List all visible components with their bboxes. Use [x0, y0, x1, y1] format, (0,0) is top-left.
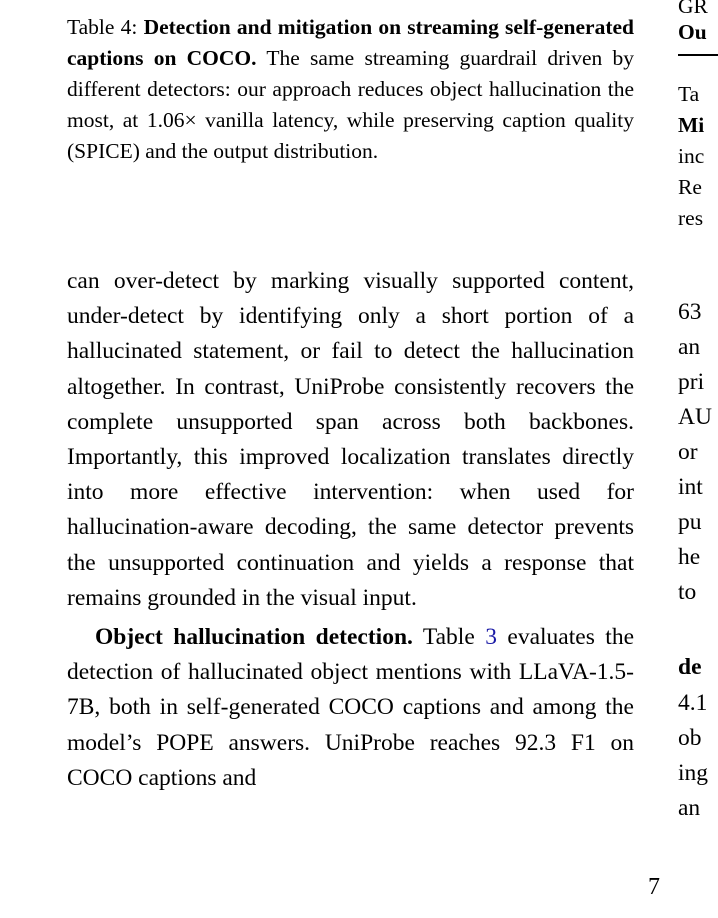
right-fragment-line: pri — [678, 369, 705, 395]
paragraph-2 — [67, 620, 634, 796]
right-fragment-line: inc — [678, 144, 705, 168]
right-fragment-line: to — [678, 579, 697, 605]
right-fragment-line: 63 — [678, 299, 702, 325]
paragraph-2-post: evaluates the detection of hallucinated object mentions with LLaVA-1.5-7B, both in self-generated COCO captions and among the model’s POPE answers. UniProbe reaches 92.3 F1 on COCO captions and — [67, 624, 634, 791]
right-fragment-line: ing — [678, 760, 709, 786]
right-fragment-line: an — [678, 334, 701, 360]
right-fragment-line: GR — [678, 0, 708, 18]
body-text — [67, 264, 634, 796]
right-fragment-line: Mi — [678, 113, 705, 137]
right-fragment-line: Ta — [678, 82, 700, 106]
right-fragment-line: ob — [678, 725, 702, 751]
right-fragment-line: AU — [678, 404, 712, 430]
right-fragment-line: an — [678, 795, 701, 821]
caption-bold-title: Detection and mitigation on streaming self-generated captions on COCO. — [67, 15, 634, 70]
caption-text: The same streaming guardrail driven by different detectors: our approach reduces object hallucination the most, at 1.06× vanilla latency, while preserving caption quality (SPICE) and the output distribution. — [67, 46, 634, 163]
right-fragment-line: he — [678, 544, 701, 570]
right-fragment-line: int — [678, 474, 703, 500]
right-fragment-line: or — [678, 439, 698, 465]
right-fragment-line: Ou — [678, 20, 707, 44]
caption-label: Table 4: — [67, 15, 138, 39]
page-number: 7 — [648, 874, 660, 900]
paragraph-1: can over-detect by marking visually supported content, under-detect by identifying only a short portion of a hallucinated statement, or fail to detect the hallucination altogether. In contrast, UniProbe consistently recovers the complete unsupported span across both backbones. Importantly, this improved localization translates directly into more effective intervention: when used for hallucination-aware decoding, the same detector prevents the unsupported continuation and yields a response that remains grounded in the visual input. — [67, 268, 634, 611]
right-fragment-line: res — [678, 206, 704, 230]
table-top-rule — [678, 54, 718, 56]
paragraph-2-heading: Object hallucination detection. — [95, 624, 413, 651]
right-column-fragment — [678, 0, 712, 918]
table-caption — [67, 12, 634, 167]
table-reference-link[interactable]: 3 — [485, 624, 497, 651]
right-fragment-line: Re — [678, 175, 702, 199]
paragraph-2-pre: Table — [412, 624, 486, 651]
right-fragment-line: 4.1 — [678, 690, 708, 716]
right-fragment-line: pu — [678, 509, 702, 535]
right-fragment-line: de — [678, 654, 702, 680]
